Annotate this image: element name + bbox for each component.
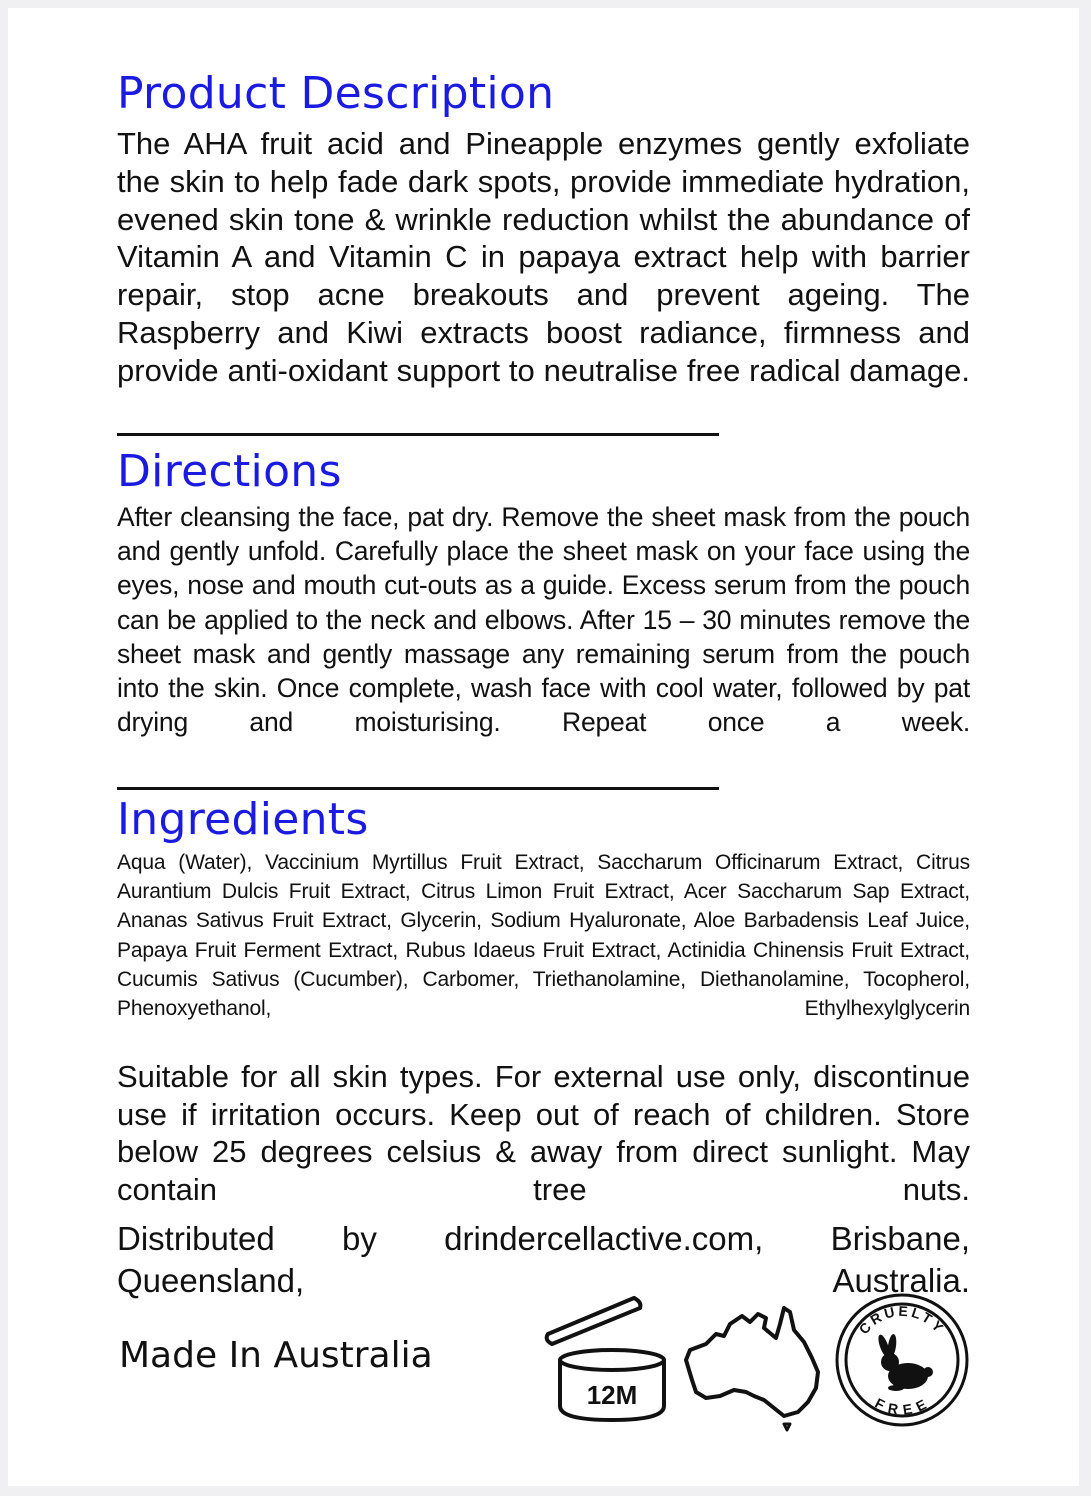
distributor-text: Distributed by drindercellactive.com, Brisbane, Queensland, Australia. — [117, 1220, 970, 1299]
ingredients-text: Aqua (Water), Vaccinium Myrtillus Fruit Extract, Saccharum Officinarum Extract, Citrus Aurantium Dulcis Fruit Extract, Citrus Limon Fruit Extract, Acer Saccharum Sap Extract, Ananas Sativus Fruit Extract, Glycerin, Sodium Hyaluronate, Aloe Barbadensis Leaf Juice, Papaya Fruit Ferment Extract, Rubus Idaeus Fruit Extract, Actinidia Chinensis Fruit Extract, Cucumis Sativus (Cucumber), Carbomer, Triethanolamine, Diethanolamine, Tocopherol, Phenoxyethanol, Ethylhexylglycerin — [117, 851, 970, 1021]
svg-text:FREE — [873, 1395, 932, 1418]
free-label: FREE — [872, 1394, 932, 1418]
made-in-australia: Made In Australia — [119, 1335, 433, 1376]
shelf-life-label: 12M — [586, 1380, 638, 1410]
warning-text: Suitable for all skin types. For external use only, discontinue use if irritation occurs. Keep out of reach of children. Store below 25 degrees celsius & away from direct sunlight. May contain tree nuts. — [117, 1059, 970, 1207]
section-divider — [117, 433, 719, 436]
open-jar-12m-icon — [540, 1288, 670, 1428]
australia-map-icon — [680, 1300, 826, 1432]
description-heading: Product Description — [117, 68, 555, 119]
directions-text: After cleansing the face, pat dry. Remove the sheet mask from the pouch and gently unfold. Carefully place the sheet mask on your face using the eyes, nose and mouth cut-outs as a guide. Excess serum from the pouch can be applied to the neck and elbows. After 15 – 30 minutes remove the sheet mask and gently massage any remaining serum from the pouch into the skin. Once complete, wash face with cool water, followed by pat drying and moisturising. Repeat once a week. — [117, 502, 970, 738]
section-divider — [117, 787, 719, 790]
cruelty-free-icon — [834, 1292, 970, 1428]
cruelty-label: CRUELTY — [855, 1302, 949, 1338]
ingredients-heading: Ingredients — [117, 794, 369, 845]
description-text: The AHA fruit acid and Pineapple enzymes gently exfoliate the skin to help fade dark spots, provide immediate hydration, evened skin tone & wrinkle reduction whilst the abundance of Vitamin A and Vitamin C in papaya extract help with barrier repair, stop acne breakouts and prevent ageing. The Raspberry and Kiwi extracts boost radiance, firmness and provide anti-oxidant support to neutralise free radical damage. — [117, 126, 970, 388]
rabbit-icon — [876, 1333, 933, 1391]
directions-heading: Directions — [117, 446, 342, 497]
svg-text:CRUELTY — [855, 1303, 948, 1337]
